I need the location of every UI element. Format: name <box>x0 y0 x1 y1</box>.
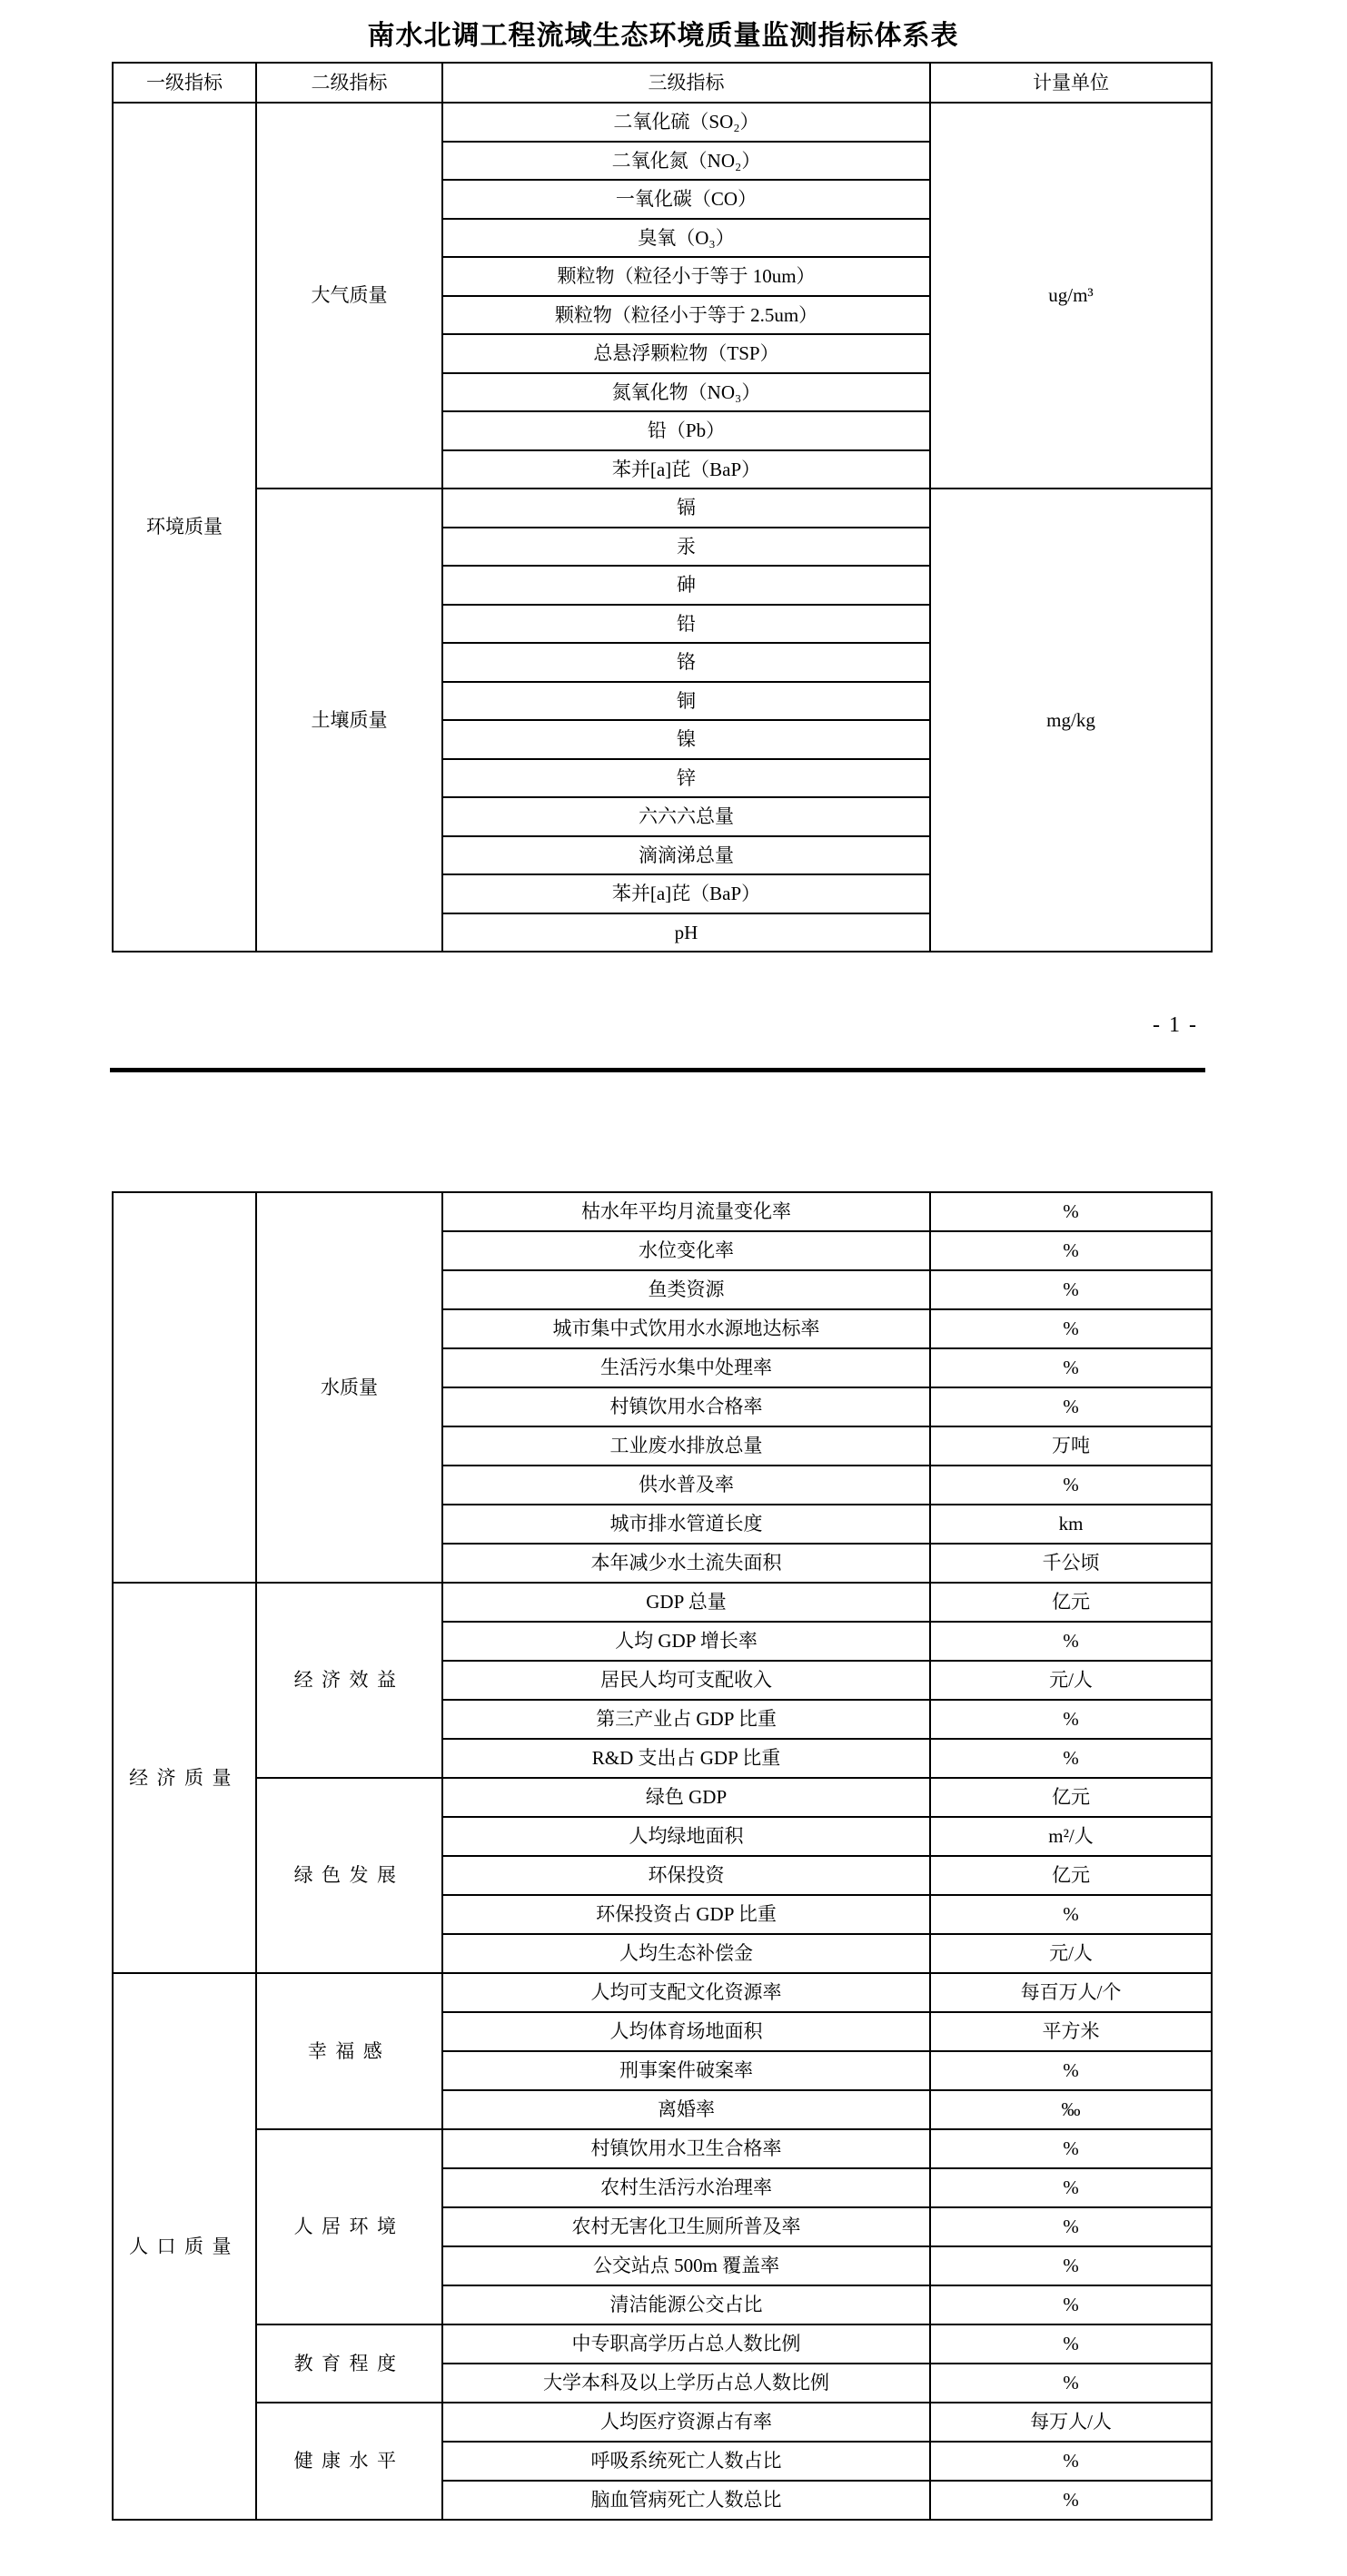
unit-cell: 平方米 <box>930 2012 1212 2051</box>
level2-cell: 健康水平 <box>256 2403 442 2520</box>
page-title: 南水北调工程流域生态环境质量监测指标体系表 <box>367 21 959 51</box>
unit-cell: % <box>930 1466 1212 1505</box>
indicator-cell: 环保投资占 GDP 比重 <box>442 1895 930 1934</box>
unit-cell: km <box>930 1505 1212 1544</box>
indicator-cell: 臭氧（O₃） <box>442 219 930 258</box>
indicator-cell: 锌 <box>442 759 930 798</box>
unit-cell: 亿元 <box>930 1778 1212 1817</box>
indicator-cell: 铬 <box>442 643 930 682</box>
indicator-cell: 刑事案件破案率 <box>442 2051 930 2090</box>
indicator-cell: GDP 总量 <box>442 1583 930 1622</box>
unit-cell: % <box>930 2324 1212 2364</box>
unit-cell: % <box>930 2168 1212 2207</box>
indicator-table-page2 <box>112 1191 1213 2521</box>
indicator-cell: 本年减少水土流失面积 <box>442 1544 930 1583</box>
indicator-cell: 人均医疗资源占有率 <box>442 2403 930 2442</box>
indicator-cell: 呼吸系统死亡人数占比 <box>442 2442 930 2481</box>
unit-cell: % <box>930 2207 1212 2246</box>
indicator-cell: 一氧化碳（CO） <box>442 180 930 219</box>
unit-cell: % <box>930 2129 1212 2168</box>
page-divider-line <box>110 1068 1205 1072</box>
indicator-cell: 六六六总量 <box>442 797 930 836</box>
indicator-cell: 农村生活污水治理率 <box>442 2168 930 2207</box>
indicator-cell: 人均可支配文化资源率 <box>442 1973 930 2012</box>
indicator-cell: 离婚率 <box>442 2090 930 2129</box>
indicator-cell: 公交站点 500m 覆盖率 <box>442 2246 930 2285</box>
unit-cell: 每万人/人 <box>930 2403 1212 2442</box>
indicator-cell: 苯并[a]芘（BaP） <box>442 874 930 913</box>
indicator-cell: 城市排水管道长度 <box>442 1505 930 1544</box>
unit-cell: % <box>930 2246 1212 2285</box>
indicator-cell: 二氧化硫（SO₂） <box>442 103 930 142</box>
unit-cell: % <box>930 2051 1212 2090</box>
unit-cell: % <box>930 2442 1212 2481</box>
indicator-cell: 氮氧化物（NO₃） <box>442 373 930 412</box>
unit-cell: % <box>930 2285 1212 2324</box>
level1-cell: 人口质量 <box>113 1973 256 2520</box>
indicator-cell: 总悬浮颗粒物（TSP） <box>442 334 930 373</box>
indicator-cell: 人均生态补偿金 <box>442 1934 930 1973</box>
column-header: 二级指标 <box>256 63 442 103</box>
indicator-cell: 铅 <box>442 605 930 644</box>
unit-cell: mg/kg <box>930 489 1212 952</box>
unit-cell: % <box>930 2481 1212 2520</box>
unit-cell: % <box>930 2364 1212 2403</box>
indicator-table-page1 <box>112 62 1213 952</box>
level2-cell: 幸福感 <box>256 1973 442 2129</box>
unit-cell: 万吨 <box>930 1426 1212 1466</box>
indicator-cell: 镍 <box>442 720 930 759</box>
level2-cell: 大气质量 <box>256 103 442 489</box>
indicator-cell: 鱼类资源 <box>442 1270 930 1309</box>
level2-cell: 水质量 <box>256 1192 442 1583</box>
indicator-cell: 颗粒物（粒径小于等于 2.5um） <box>442 296 930 335</box>
unit-cell: % <box>930 1270 1212 1309</box>
indicator-cell: 村镇饮用水卫生合格率 <box>442 2129 930 2168</box>
indicator-cell: 苯并[a]芘（BaP） <box>442 450 930 489</box>
unit-cell: % <box>930 1348 1212 1387</box>
indicator-cell: 脑血管病死亡人数总比 <box>442 2481 930 2520</box>
indicator-cell: 城市集中式饮用水水源地达标率 <box>442 1309 930 1348</box>
indicator-cell: 枯水年平均月流量变化率 <box>442 1192 930 1231</box>
unit-cell: 元/人 <box>930 1661 1212 1700</box>
unit-cell: % <box>930 1739 1212 1778</box>
level2-cell: 绿色发展 <box>256 1778 442 1973</box>
unit-cell: % <box>930 1231 1212 1270</box>
level2-cell: 教育程度 <box>256 2324 442 2403</box>
unit-cell: % <box>930 1387 1212 1426</box>
unit-cell: m²/人 <box>930 1817 1212 1856</box>
monitoring-indicator-table-continued <box>112 1191 1213 2521</box>
indicator-cell: 第三产业占 GDP 比重 <box>442 1700 930 1739</box>
indicator-cell: 铅（Pb） <box>442 411 930 450</box>
indicator-cell: 生活污水集中处理率 <box>442 1348 930 1387</box>
level1-cell <box>113 1192 256 1583</box>
column-header: 一级指标 <box>113 63 256 103</box>
unit-cell: % <box>930 1700 1212 1739</box>
indicator-cell: 工业废水排放总量 <box>442 1426 930 1466</box>
level2-cell: 土壤质量 <box>256 489 442 952</box>
level2-cell: 经济效益 <box>256 1583 442 1778</box>
level1-cell: 经济质量 <box>113 1583 256 1973</box>
indicator-cell: 农村无害化卫生厕所普及率 <box>442 2207 930 2246</box>
column-header: 三级指标 <box>442 63 930 103</box>
column-header: 计量单位 <box>930 63 1212 103</box>
indicator-cell: 人均绿地面积 <box>442 1817 930 1856</box>
indicator-cell: 铜 <box>442 682 930 721</box>
indicator-cell: 村镇饮用水合格率 <box>442 1387 930 1426</box>
indicator-cell: 水位变化率 <box>442 1231 930 1270</box>
unit-cell: ‰ <box>930 2090 1212 2129</box>
unit-cell: 元/人 <box>930 1934 1212 1973</box>
level2-cell: 人居环境 <box>256 2129 442 2324</box>
indicator-cell: 环保投资 <box>442 1856 930 1895</box>
monitoring-indicator-table-top <box>112 62 1213 952</box>
unit-cell: 亿元 <box>930 1856 1212 1895</box>
unit-cell: 每百万人/个 <box>930 1973 1212 2012</box>
indicator-cell: 清洁能源公交占比 <box>442 2285 930 2324</box>
unit-cell: % <box>930 1192 1212 1231</box>
indicator-cell: 居民人均可支配收入 <box>442 1661 930 1700</box>
page-number: - 1 - <box>1153 1013 1198 1037</box>
indicator-cell: 滴滴涕总量 <box>442 836 930 875</box>
indicator-cell: 大学本科及以上学历占总人数比例 <box>442 2364 930 2403</box>
indicator-cell: pH <box>442 913 930 952</box>
indicator-cell: 中专职高学历占总人数比例 <box>442 2324 930 2364</box>
indicator-cell: 供水普及率 <box>442 1466 930 1505</box>
unit-cell: % <box>930 1622 1212 1661</box>
indicator-cell: R&D 支出占 GDP 比重 <box>442 1739 930 1778</box>
indicator-cell: 汞 <box>442 528 930 567</box>
unit-cell: % <box>930 1309 1212 1348</box>
unit-cell: 千公顷 <box>930 1544 1212 1583</box>
indicator-cell: 镉 <box>442 489 930 528</box>
indicator-cell: 颗粒物（粒径小于等于 10um） <box>442 257 930 296</box>
unit-cell: % <box>930 1895 1212 1934</box>
indicator-cell: 人均体育场地面积 <box>442 2012 930 2051</box>
indicator-cell: 二氧化氮（NO₂） <box>442 142 930 181</box>
indicator-cell: 绿色 GDP <box>442 1778 930 1817</box>
indicator-cell: 砷 <box>442 566 930 605</box>
level1-cell: 环境质量 <box>113 103 256 952</box>
indicator-cell: 人均 GDP 增长率 <box>442 1622 930 1661</box>
unit-cell: ug/m³ <box>930 103 1212 489</box>
unit-cell: 亿元 <box>930 1583 1212 1622</box>
